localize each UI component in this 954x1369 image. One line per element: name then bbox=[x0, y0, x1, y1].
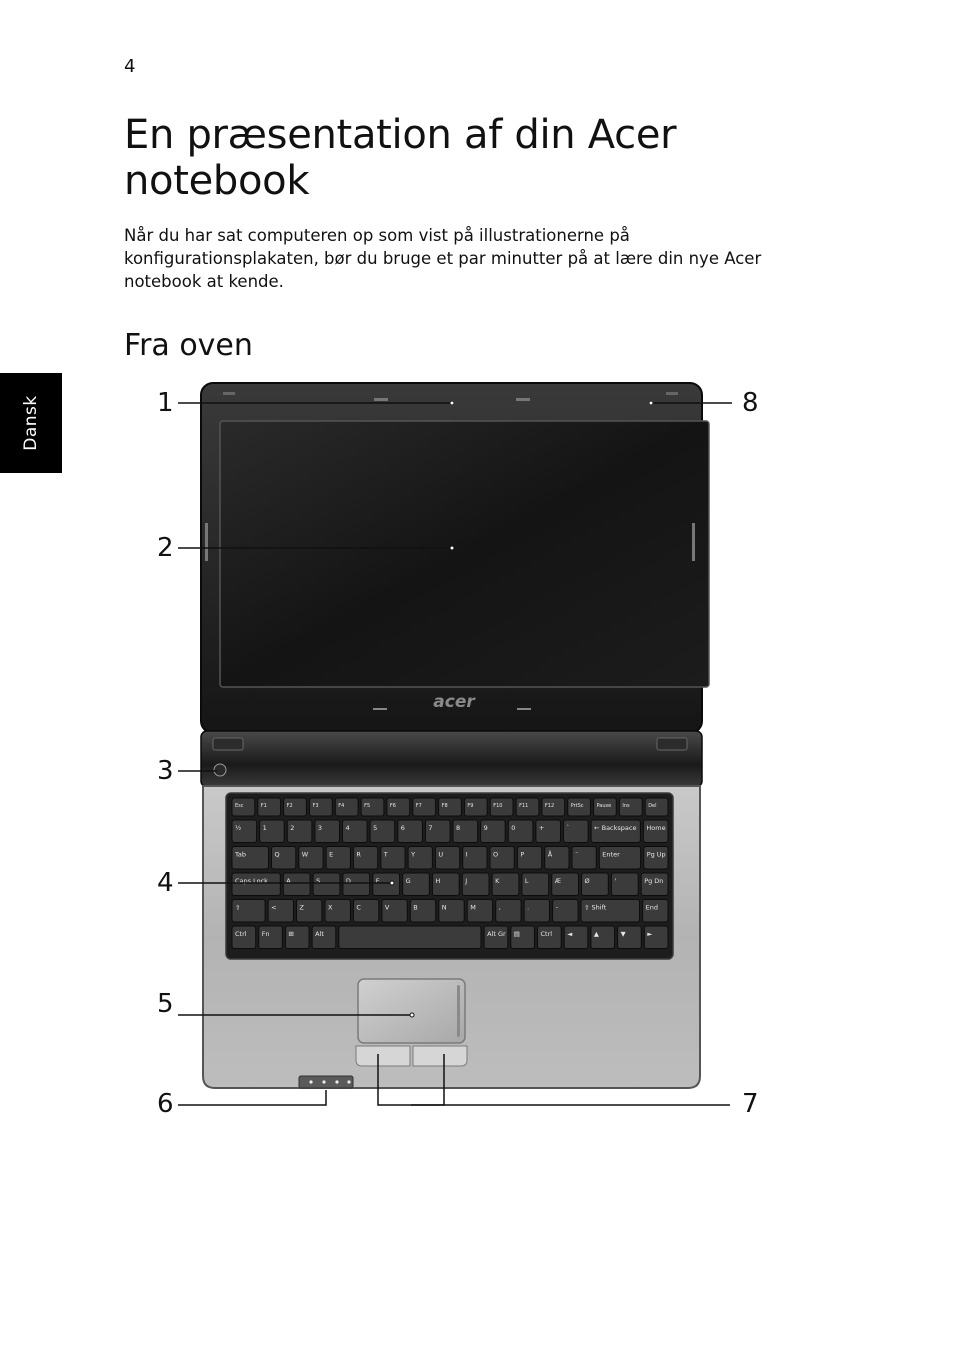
keyboard-key-label: - bbox=[555, 903, 558, 912]
keyboard-key-label: S bbox=[316, 877, 321, 885]
page-title: En præsentation af din Acer notebook bbox=[124, 112, 677, 204]
keyboard-key-label: G bbox=[405, 877, 411, 885]
keyboard-key-label: F8 bbox=[441, 803, 448, 809]
keyboard-key-label: ⊞ bbox=[288, 930, 294, 938]
keyboard-key-label: O bbox=[493, 850, 499, 859]
callout-8: 8 bbox=[742, 388, 759, 418]
keyboard-key-label: K bbox=[495, 877, 500, 885]
keyboard-key-label: Ctrl bbox=[235, 930, 247, 938]
keyboard-key-label: 1 bbox=[262, 824, 267, 832]
keyboard-key-label: Fn bbox=[261, 930, 270, 938]
keyboard-key-label: W bbox=[301, 850, 309, 859]
keyboard-keys bbox=[232, 798, 668, 949]
callout-6: 6 bbox=[157, 1089, 174, 1119]
keyboard-key-label: V bbox=[384, 903, 390, 912]
keyboard-key-label: I bbox=[465, 850, 468, 859]
keyboard-key-label: Å bbox=[547, 850, 553, 859]
keyboard-key-label: + bbox=[538, 824, 545, 832]
keyboard-key-label: ` bbox=[566, 824, 570, 832]
keyboard-key-label: Alt bbox=[315, 930, 324, 938]
keyboard-key-label: Caps Lock bbox=[235, 877, 268, 885]
callout-1: 1 bbox=[157, 388, 174, 418]
page-number: 4 bbox=[124, 56, 136, 77]
keyboard-key-label: , bbox=[498, 903, 501, 912]
keyboard-key-label: N bbox=[441, 903, 447, 912]
keyboard-key-label: < bbox=[271, 903, 277, 912]
side-tab-label: Dansk bbox=[21, 395, 41, 451]
keyboard-key-label: ◄ bbox=[567, 930, 573, 938]
keyboard-key-label: L bbox=[524, 877, 529, 885]
keyboard-key-label: F1 bbox=[260, 803, 267, 809]
keyboard-key-label: F11 bbox=[519, 803, 529, 809]
keyboard-key-label: 9 bbox=[483, 824, 488, 832]
keyboard-key-label: F4 bbox=[338, 803, 345, 809]
keyboard-key-label: ⇧ bbox=[235, 903, 241, 912]
callout-3: 3 bbox=[157, 756, 174, 786]
keyboard-key-label: Ins bbox=[622, 803, 630, 809]
keyboard-key-label: ▼ bbox=[620, 930, 626, 938]
brand-logo: acer bbox=[433, 692, 475, 712]
keyboard-key-label: 3 bbox=[317, 824, 323, 832]
keyboard-key-label: P bbox=[520, 850, 525, 859]
keyboard-key-label: A bbox=[286, 877, 291, 885]
keyboard-key-label: D bbox=[345, 877, 351, 885]
keyboard-key-label: 0 bbox=[511, 824, 516, 832]
keyboard-key-label: B bbox=[413, 903, 418, 912]
keyboard-key-label: Tab bbox=[235, 850, 247, 859]
keyboard-key-label: ▤ bbox=[513, 930, 520, 938]
keyboard-key-label: 8 bbox=[456, 824, 461, 832]
keyboard-key-label: Del bbox=[648, 803, 657, 809]
keyboard-key-label: Esc bbox=[235, 803, 244, 809]
keyboard-key-label: ' bbox=[614, 877, 617, 885]
section-title: Fra oven bbox=[124, 328, 253, 363]
touchpad bbox=[358, 979, 465, 1043]
callout-5: 5 bbox=[157, 989, 174, 1019]
keyboard-key-label: ¨ bbox=[575, 850, 579, 859]
keyboard-key-label: 4 bbox=[345, 824, 350, 832]
keyboard-key-label: Q bbox=[274, 850, 280, 859]
keyboard-key-label: PrtSc bbox=[570, 803, 584, 809]
display-lid bbox=[201, 383, 709, 733]
keyboard-key-label: U bbox=[438, 850, 444, 859]
keyboard-key-label: 6 bbox=[400, 824, 405, 832]
keyboard-key-label: F3 bbox=[312, 803, 319, 809]
keyboard-key-label: Pause bbox=[596, 803, 612, 809]
keyboard-key-label: End bbox=[645, 903, 658, 912]
keyboard-key-label: T bbox=[383, 850, 388, 859]
keyboard-key-label: 5 bbox=[373, 824, 378, 832]
display-screen bbox=[220, 421, 709, 687]
callout-7: 7 bbox=[742, 1089, 759, 1119]
keyboard-key-label: M bbox=[470, 903, 476, 912]
keyboard-key-label: Y bbox=[411, 850, 416, 859]
keyboard-key-label: Z bbox=[299, 903, 304, 912]
keyboard-key-label: . bbox=[527, 903, 530, 912]
status-indicators bbox=[299, 1076, 353, 1088]
keyboard-key-label: F12 bbox=[544, 803, 555, 809]
intro-paragraph: Når du har sat computeren op som vist på illustrationerne på konfigurationsplakaten, bør du bruge et par minutter på at lære din nye Acer notebook at kende. bbox=[124, 226, 762, 291]
hinge bbox=[201, 731, 702, 787]
keyboard-key-label: F2 bbox=[286, 803, 293, 809]
keyboard-key-label: E bbox=[329, 850, 334, 859]
left-click-button bbox=[356, 1046, 410, 1066]
keyboard-key-label: ½ bbox=[235, 824, 242, 832]
keyboard-key-label: Pg Dn bbox=[644, 877, 664, 885]
keyboard-key-label: Ø bbox=[584, 877, 590, 885]
callout-2: 2 bbox=[157, 533, 174, 563]
keyboard-key-label: Pg Up bbox=[646, 850, 666, 859]
keyboard-key-label: ← Backspace bbox=[594, 824, 637, 832]
keyboard-key-label: ⇧ Shift bbox=[584, 903, 607, 912]
keyboard-key-label: Enter bbox=[602, 850, 620, 859]
keyboard-key-label: F10 bbox=[493, 803, 503, 809]
keyboard-key-label: Home bbox=[646, 824, 666, 832]
keyboard-key-label: 2 bbox=[290, 824, 295, 832]
keyboard-key-label: X bbox=[328, 903, 333, 912]
keyboard-key-label: ▲ bbox=[593, 930, 599, 938]
keyboard-key-label: Ctrl bbox=[540, 930, 553, 938]
keyboard-key-label: H bbox=[435, 877, 441, 885]
keyboard-key-label: C bbox=[356, 903, 361, 912]
keyboard-key-label: R bbox=[356, 850, 361, 859]
right-click-button bbox=[413, 1046, 467, 1066]
keyboard-key-label: F9 bbox=[467, 803, 474, 809]
keyboard-key-label: F5 bbox=[364, 803, 371, 809]
keyboard-key-label: F6 bbox=[389, 803, 396, 809]
keyboard-key-label: J bbox=[465, 877, 468, 885]
keyboard-key bbox=[339, 926, 481, 949]
keyboard-key-label: Alt Gr bbox=[487, 930, 506, 938]
keyboard-key-label: ► bbox=[647, 930, 653, 938]
power-button-icon bbox=[214, 764, 226, 776]
keyboard-key-label: F bbox=[375, 877, 380, 885]
keyboard-key-label: F7 bbox=[415, 803, 422, 809]
callout-4: 4 bbox=[157, 868, 174, 898]
keyboard-key-label: Æ bbox=[554, 877, 562, 885]
keyboard-key-label: 7 bbox=[428, 824, 433, 832]
